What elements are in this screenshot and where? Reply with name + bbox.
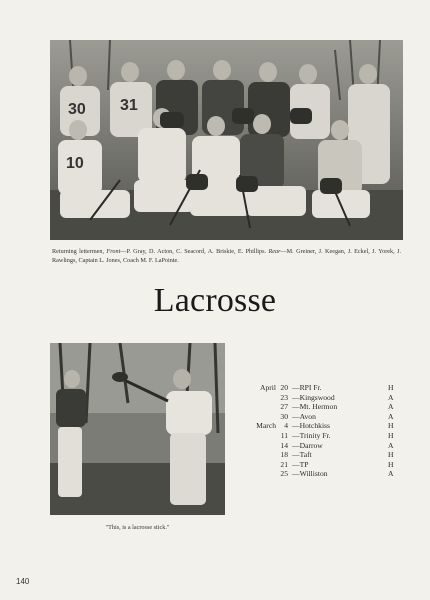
schedule-site: H [388, 383, 394, 392]
schedule-day: 20 [280, 383, 288, 392]
caption-intro: Returning lettermen, [52, 248, 107, 255]
team-photo-caption [52, 248, 401, 265]
schedule-opponent: —Hotchkiss [292, 421, 330, 431]
schedule-site: A [388, 440, 394, 450]
schedule-site: A [388, 402, 394, 412]
coach-photo [50, 343, 225, 515]
schedule-row [246, 469, 396, 479]
coach-photo-caption: "This, is a lacrosse stick." [105, 524, 170, 531]
schedule-day: 11 [280, 430, 288, 440]
schedule-site: H [388, 450, 394, 460]
schedule-opponent: —Mt. Hermon [292, 402, 338, 412]
jersey-number: 30 [68, 101, 86, 118]
schedule-site: H [388, 459, 394, 469]
schedule-opponent: —Williston [292, 469, 328, 479]
schedule-day: 4 [284, 421, 288, 431]
caption-rear-names: —M. Greiner, J. Keegan, J. Eckel, J. Yorek, J. Rawlings, Captain L. Jones, Coach M. F. LaPointe. [52, 248, 401, 264]
schedule-row [246, 431, 396, 441]
schedule-row [246, 460, 396, 470]
schedule-day: 30 [280, 411, 288, 421]
schedule-site: A [388, 469, 394, 479]
page-title: Lacrosse [153, 282, 277, 319]
jersey-number: 10 [66, 155, 84, 172]
schedule-opponent: —Avon [292, 411, 316, 421]
caption-front-label: Front [106, 248, 121, 255]
schedule-opponent: —Trinity Fr. [292, 430, 331, 440]
schedule-row [246, 412, 396, 422]
schedule-site: A [388, 392, 394, 402]
schedule-month: April [259, 383, 276, 392]
schedule-opponent: —Kingswood [292, 392, 335, 402]
jersey-number: 31 [120, 97, 138, 114]
schedule-day: 27 [280, 402, 288, 412]
schedule-day: 21 [280, 459, 288, 469]
schedule-site: H [388, 430, 394, 440]
schedule-day: 18 [280, 450, 288, 460]
schedule-opponent: —Taft [292, 450, 312, 460]
schedule-site: H [388, 421, 394, 431]
schedule-opponent: —RPI Fr. [292, 383, 322, 392]
schedule-site: A [388, 411, 394, 421]
schedule-day: 23 [280, 392, 288, 402]
game-schedule [246, 383, 396, 479]
schedule-day: 14 [280, 440, 288, 450]
page-number: 140 [16, 577, 30, 586]
caption-rear-label: Rear [268, 248, 281, 255]
schedule-row [246, 393, 396, 403]
schedule-row [246, 383, 396, 393]
team-photo [50, 40, 403, 240]
schedule-month: March [256, 421, 276, 431]
schedule-row [246, 421, 396, 431]
caption-front-names: —P. Gray, D. Acton, C. Seacord, A. Briskie, E. Phillips. [120, 248, 269, 255]
schedule-row [246, 441, 396, 451]
schedule-row [246, 450, 396, 460]
schedule-opponent: —TP [292, 459, 309, 469]
schedule-row [246, 402, 396, 412]
schedule-day: 25 [280, 469, 288, 479]
schedule-opponent: —Darrow [292, 440, 323, 450]
